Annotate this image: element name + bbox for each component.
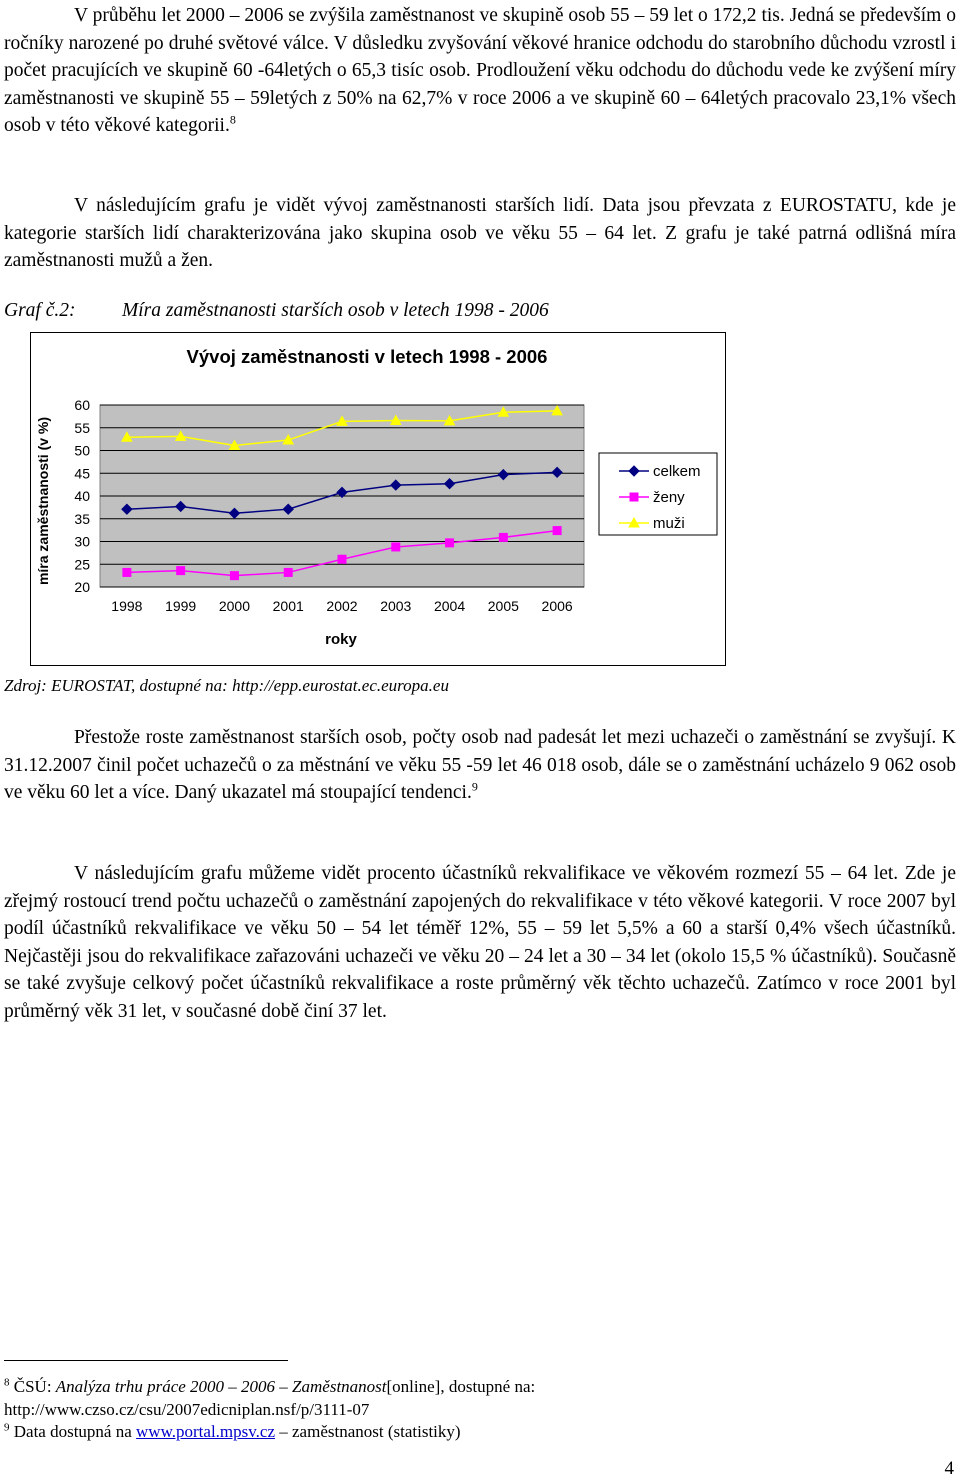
data-point	[392, 543, 400, 551]
footnote-9	[4, 1421, 461, 1443]
footnote-text: ČSÚ:	[13, 1377, 56, 1396]
footnote-text: – zaměstnanost (statistiky)	[275, 1422, 461, 1441]
y-tick-label: 40	[74, 488, 90, 504]
y-tick-labels	[74, 397, 90, 595]
page-number: 4	[944, 1458, 954, 1479]
data-point	[553, 527, 561, 535]
footnote-number: 9	[4, 1421, 10, 1434]
y-tick-label: 50	[74, 442, 90, 459]
legend-label: muži	[653, 515, 685, 532]
x-tick-label: 1999	[165, 598, 197, 614]
y-tick-label: 30	[74, 533, 90, 550]
employment-chart	[30, 332, 726, 666]
x-tick-label: 2005	[487, 598, 519, 614]
paragraph-chart-intro	[4, 192, 956, 275]
legend-marker	[630, 493, 638, 501]
x-tick-label: 2002	[326, 598, 358, 614]
paragraph-text: V následujícím grafu je vidět vývoj zaměstnanosti starších lidí. Data jsou převzata z EUROSTATU, kde je kategorie starších lidí charakterizována jako skupina osob ve věku 55 – 64 let. Z grafu je také patrná odlišná míra zaměstnanosti mužů a žen.	[4, 195, 956, 271]
figure-label: Graf č.2:	[4, 300, 76, 321]
y-tick-label: 25	[74, 556, 90, 573]
paragraph-requalification	[4, 860, 956, 1025]
footnote-separator	[4, 1360, 288, 1361]
figure-caption	[4, 300, 549, 322]
paragraph-employment-growth	[4, 2, 956, 140]
footnote-ref-9[interactable]: 9	[471, 779, 478, 794]
x-tick-labels	[111, 598, 573, 614]
y-tick-label: 45	[74, 465, 90, 482]
chart-svg	[31, 333, 725, 665]
chart-title: Vývoj zaměstnanosti v letech 1998 - 2006	[186, 346, 548, 367]
y-tick-label: 60	[74, 397, 90, 413]
data-point	[123, 568, 131, 576]
legend-label: ženy	[653, 489, 685, 506]
x-tick-label: 2003	[380, 598, 412, 614]
paragraph-job-seekers	[4, 724, 956, 807]
footnote-8	[4, 1376, 535, 1398]
figure-title: Míra zaměstnanosti starších osob v letech 1998 - 2006	[122, 300, 549, 321]
x-tick-label: 2001	[272, 598, 304, 614]
data-point	[284, 568, 292, 576]
y-tick-label: 35	[74, 510, 90, 527]
footnote-text: Data dostupná na	[13, 1422, 137, 1441]
data-point	[338, 555, 346, 563]
x-tick-label: 1998	[111, 598, 143, 614]
paragraph-text: Přestože roste zaměstnanost starších osob, počty osob nad padesát let mezi uchazeči o zaměstnání se zvyšují. K 31.12.2007 činil počet uchazečů o za městnání ve věku 55 -59 let 46 018 osob, dále se o zaměstnání ucházelo 9 062 osob ve věku 60 let a více. Daný ukazatel má stoupající tendenci.	[4, 727, 956, 803]
paragraph-text: V následujícím grafu můžeme vidět procento účastníků rekvalifikace ve věkovém rozmezí 55 – 64 let. Zde je zřejmý rostoucí trend počtu uchazečů o zaměstnání zapojených do rekvalifikace v této věkové kategorii. V roce 2007 byl podíl účastníků rekvalifikace ve věku 50 – 54 let téměř 12%, 55 – 59 let 5,5% a 60 a starší 0,4% všech účastníků. Nejčastěji jsou do rekvalifikace zařazováni uchazeči ve věku 20 – 24 let a 30 – 34 let (okolo 15,5 % účastníků). Současně se také zvyšuje celkový počet účastníků rekvalifikace a roste průměrný věk těchto uchazečů. Zatímco v roce 2001 byl průměrný věk 31 let, v současné době činí 37 let.	[4, 863, 956, 1022]
legend-label: celkem	[653, 463, 701, 480]
footnote-number: 8	[4, 1376, 10, 1389]
data-point	[446, 539, 454, 547]
y-axis-label: míra zaměstnanosti (v %)	[35, 416, 51, 586]
data-point	[230, 572, 238, 580]
figure-source: Zdroj: EUROSTAT, dostupné na: http://epp.eurostat.ec.europa.eu	[4, 676, 449, 695]
footnote-ref-8[interactable]: 8	[229, 112, 236, 127]
data-point	[177, 567, 185, 575]
x-tick-label: 2006	[541, 598, 573, 614]
footnote-title: Analýza trhu práce 2000 – 2006 – Zaměstnanost	[55, 1377, 387, 1396]
footnote-8-url[interactable]: http://www.czso.cz/csu/2007edicniplan.nsf/p/3111-07	[4, 1400, 370, 1419]
x-axis-label: roky	[325, 631, 357, 648]
portal-link[interactable]: www.portal.mpsv.cz	[136, 1422, 275, 1441]
footnote-text: [online], dostupné na:	[386, 1377, 536, 1396]
y-tick-label: 20	[74, 579, 90, 595]
data-point	[499, 533, 507, 541]
paragraph-text: V průběhu let 2000 – 2006 se zvýšila zaměstnanost ve skupině osob 55 – 59 let o 172,2 tis. Jedná se především o ročníky narozené po druhé světové válce. V důsledku zvyšování věkové hranice odchodu do starobního důchodu vzrostl i počet pracujících ve skupině 60 -64letých o 65,3 tisíc osob. Prodloužení věku odchodu do důchodu vede ke zvýšení míry zaměstnanosti ve skupině 55 – 59letých z 50% na 62,7% v roce 2006 a ve skupině 60 – 64letých pracovalo 23,1% všech osob v této věkové kategorii.	[4, 5, 956, 136]
chart-legend	[599, 453, 717, 535]
x-tick-label: 2004	[433, 598, 466, 614]
x-tick-label: 2000	[218, 598, 251, 614]
y-tick-label: 55	[74, 419, 90, 436]
